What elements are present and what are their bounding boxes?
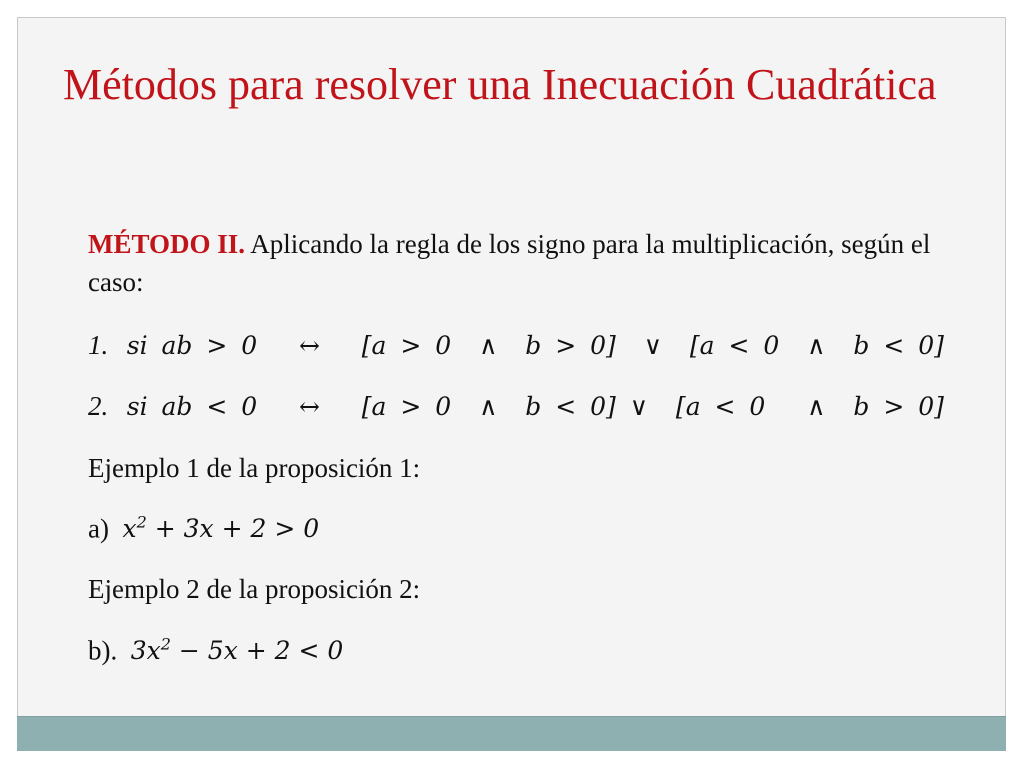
example-2-prefix: b). — [88, 635, 131, 666]
rule-number: 2. — [88, 391, 109, 421]
rule-1 — [88, 330, 944, 361]
footer-bar — [17, 716, 1006, 751]
example-1 — [88, 513, 319, 544]
rule-expression: si ab < 0 ↔ [a > 0 ∧ b < 0] ∨ [a < 0 ∧ b > 0] — [126, 392, 944, 421]
example-2-label: Ejemplo 2 de la proposición 2: — [88, 574, 421, 604]
example-1-base: x — [122, 514, 137, 544]
slide-title: Métodos para resolver una Inecuación Cuadrática — [63, 60, 937, 109]
example-1-expression — [122, 514, 319, 543]
example-2-expression — [131, 636, 344, 665]
rule-expression: si ab > 0 ↔ [a > 0 ∧ b > 0] ∨ [a < 0 ∧ b < 0] — [126, 331, 944, 360]
method-label: MÉTODO II. — [88, 229, 246, 259]
example-2-exponent: 2 — [160, 635, 171, 654]
method-paragraph — [88, 225, 968, 301]
example-1-label: Ejemplo 1 de la proposición 1: — [88, 453, 421, 483]
example-2-rest: − 5x + 2 < 0 — [170, 636, 344, 666]
example-1-exponent: 2 — [136, 513, 147, 532]
example-1-rest: + 3x + 2 > 0 — [146, 514, 320, 544]
example-2-base: 3x — [130, 636, 161, 666]
rule-number: 1. — [88, 330, 109, 360]
method-text: Aplicando la regla de los signo para la multiplicación, según el caso: — [88, 229, 931, 297]
example-2 — [88, 635, 343, 666]
example-1-prefix: a) — [88, 513, 123, 544]
method-description — [88, 225, 968, 301]
rule-2 — [88, 391, 944, 422]
